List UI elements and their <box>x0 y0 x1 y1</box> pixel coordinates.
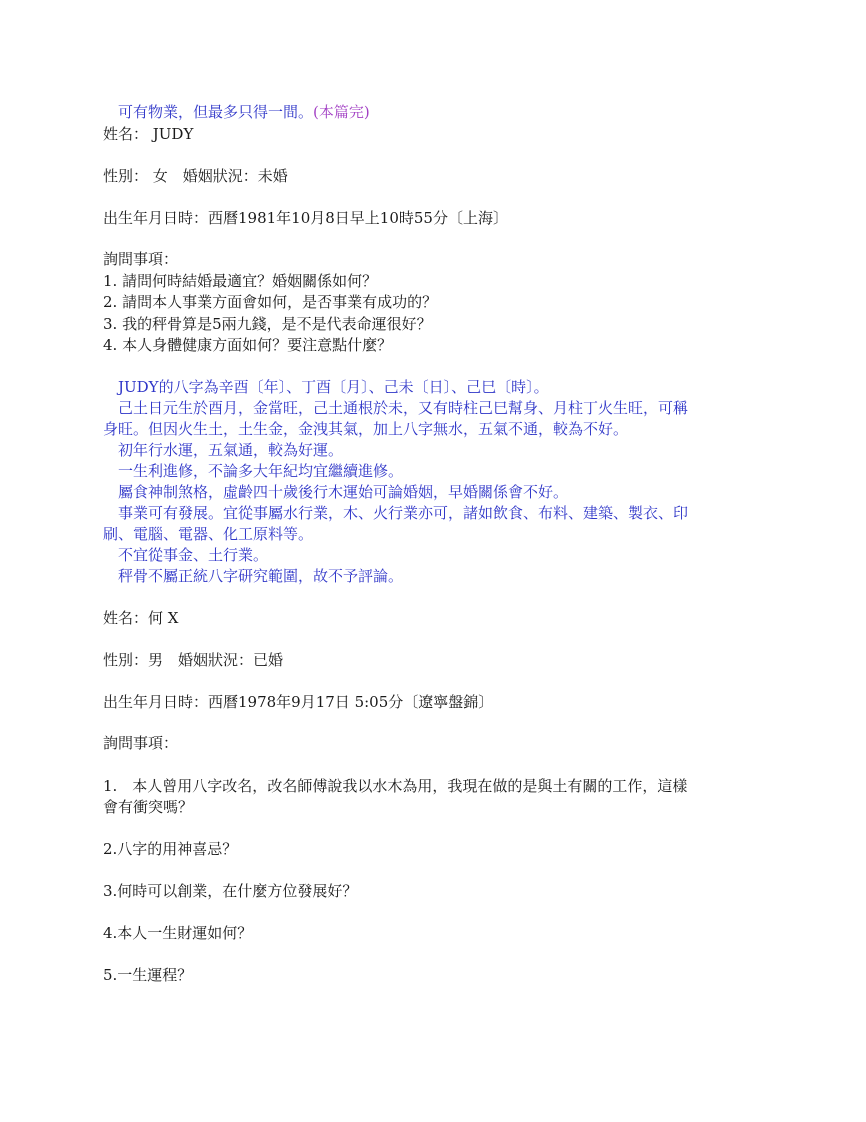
case1-gender-marital: 性別： 女 婚姻狀況：未婚 <box>103 167 288 185</box>
answer-line-3: 身旺。但因火生土，土生金，金洩其氣，加上八字無水，五氣不通，較為不好。 <box>103 420 629 438</box>
case1-question-1: 1. 請問何時結婚最適宜？婚姻關係如何？ <box>103 272 378 290</box>
answer-line-2: 己土日元生於酉月，金當旺，己土通根於未，又有時柱己巳幫身、月柱丁火生旺，可稱 <box>118 399 689 417</box>
answer-line-9: 不宜從事金、土行業。 <box>118 546 269 564</box>
case2-question-3: 3.何時可以創業，在什麼方位發展好？ <box>103 882 358 900</box>
answer-line-6: 屬食神制煞格，虛齡四十歲後行木運始可論婚姻，早婚關係會不好。 <box>118 483 569 501</box>
case2-question-2: 2.八字的用神喜忌？ <box>103 840 238 858</box>
answer-line-4: 初年行水運，五氣通，較為好運。 <box>118 441 344 459</box>
case2-question-4: 4.本人一生財運如何？ <box>103 924 253 942</box>
answer-line-8: 刷、電腦、電器、化工原料等。 <box>103 525 314 543</box>
case2-name: 姓名：何 X <box>103 609 179 627</box>
end-note: (本篇完) <box>313 103 370 121</box>
answer-line-7: 事業可有發展。宜從事屬水行業，木、火行業亦可，諸如飲食、布料、建築、製衣、印 <box>118 504 689 522</box>
continuation-text: 可有物業，但最多只得一間。 <box>118 103 314 121</box>
case2-question-5: 5.一生運程？ <box>103 966 193 984</box>
case1-questions-title: 詢問事項： <box>103 250 179 268</box>
case1-birth: 出生年月日時：西曆1981年10月8日早上10時55分〔上海〕 <box>103 209 508 227</box>
answer-line-5: 一生利進修，不論多大年紀均宜繼續進修。 <box>118 462 404 480</box>
case2-question-1-line-1: 1. 本人曾用八字改名，改名師傅說我以水木為用，我現在做的是與土有關的工作，這樣 <box>103 777 688 795</box>
case1-question-2: 2. 請問本人事業方面會如何，是否事業有成功的？ <box>103 293 438 311</box>
answer-line-10: 秤骨不屬正統八字研究範圍，故不予評論。 <box>118 567 404 585</box>
case2-questions-title: 詢問事項： <box>103 734 179 752</box>
case1-name: 姓名： JUDY <box>103 125 194 143</box>
case2-gender-marital: 性別：男 婚姻狀況：已婚 <box>103 651 284 669</box>
case2-birth: 出生年月日時：西曆1978年9月17日 5:05分〔遼寧盤錦〕 <box>103 693 494 711</box>
case2-question-1-line-2: 會有衝突嗎？ <box>103 798 194 816</box>
answer-line-1: JUDY的八字為辛酉〔年〕、丁酉〔月〕、己未〔日〕、己巳〔時〕。 <box>118 378 549 396</box>
case1-question-4: 4. 本人身體健康方面如何？要注意點什麼？ <box>103 336 393 354</box>
case1-question-3: 3. 我的秤骨算是5兩九錢，是不是代表命運很好？ <box>103 315 432 333</box>
continuation-line <box>118 102 370 123</box>
